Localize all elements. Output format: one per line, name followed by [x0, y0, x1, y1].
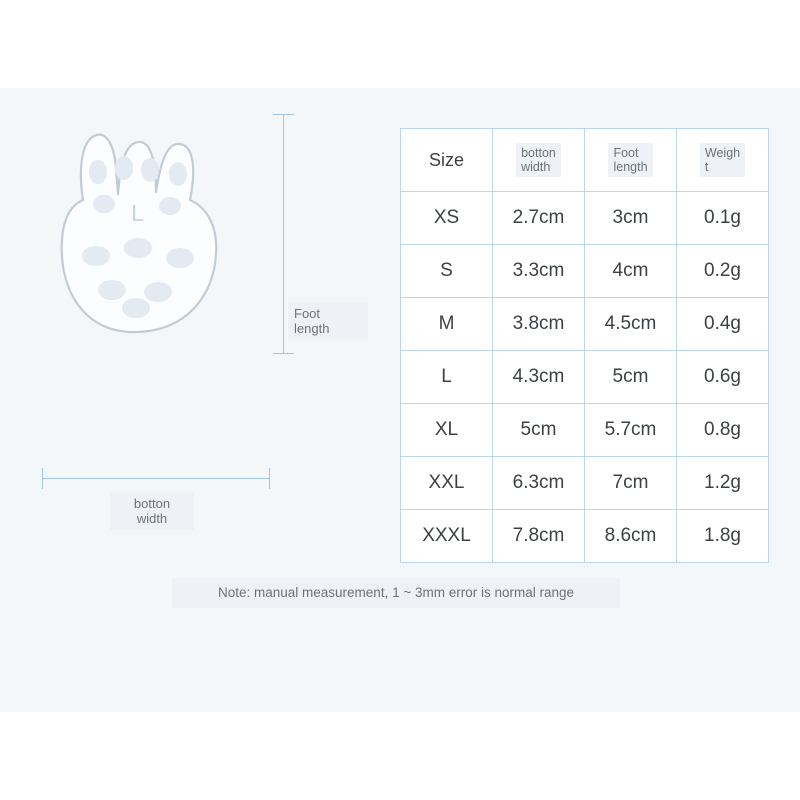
cell-weight: 0.6g [677, 351, 769, 404]
header-weight-line1: Weigh [704, 146, 741, 160]
cell-foot-length: 4.5cm [585, 298, 677, 351]
cell-size: XXL [401, 457, 493, 510]
cell-weight: 0.8g [677, 404, 769, 457]
bottom-width-dimension-line [42, 468, 270, 488]
size-table [400, 128, 769, 563]
cell-weight: 1.2g [677, 457, 769, 510]
header-bottom-width-label [516, 143, 561, 177]
table-row [401, 510, 769, 563]
cell-size: XL [401, 404, 493, 457]
bottom-width-label [110, 492, 194, 530]
header-bottom-width-line1: botton [521, 146, 556, 160]
cell-foot-length: 5.7cm [585, 404, 677, 457]
dimension-cap-bottom [273, 353, 294, 354]
header-size-label: Size [428, 149, 464, 170]
cell-weight: 0.4g [677, 298, 769, 351]
table-row [401, 457, 769, 510]
header-foot-length-label [608, 143, 652, 177]
measurement-note: Note: manual measurement, 1 ~ 3mm error is normal range [172, 578, 620, 608]
bottom-width-label-line1: botton [133, 496, 171, 511]
cell-foot-length: 4cm [585, 245, 677, 298]
cell-foot-length: 7cm [585, 457, 677, 510]
cell-size: M [401, 298, 493, 351]
dimension-cap-right [269, 468, 270, 489]
header-weight-label [700, 143, 745, 177]
table-row [401, 351, 769, 404]
cell-bottom-width: 7.8cm [493, 510, 585, 563]
header-foot-length [585, 129, 677, 192]
cell-size: L [401, 351, 493, 404]
header-bottom-width [493, 129, 585, 192]
table-row [401, 298, 769, 351]
cell-weight: 0.1g [677, 192, 769, 245]
cell-bottom-width: 4.3cm [493, 351, 585, 404]
cell-foot-length: 8.6cm [585, 510, 677, 563]
header-foot-length-line1: Foot [613, 146, 639, 160]
cell-foot-length: 3cm [585, 192, 677, 245]
cell-foot-length: 5cm [585, 351, 677, 404]
paw-illustration [20, 100, 330, 526]
dimension-line-horizontal [42, 478, 270, 479]
cell-size: S [401, 245, 493, 298]
cell-bottom-width: 2.7cm [493, 192, 585, 245]
cell-weight: 1.8g [677, 510, 769, 563]
table-body [401, 192, 769, 563]
cell-bottom-width: 3.3cm [493, 245, 585, 298]
header-foot-length-line2: length [613, 160, 648, 174]
bottom-width-label-line2: width [136, 511, 168, 526]
dimension-line-vertical [283, 114, 284, 354]
header-weight-line2: t [704, 160, 709, 174]
paw-size-letter: L [131, 200, 145, 226]
cell-size: XXXL [401, 510, 493, 563]
paw-outline-icon [38, 108, 238, 368]
cell-size: XS [401, 192, 493, 245]
header-bottom-width-line2: width [521, 160, 551, 174]
table-row [401, 245, 769, 298]
table-header-row [401, 129, 769, 192]
header-weight [677, 129, 769, 192]
foot-length-label-line1: Foot [294, 306, 321, 321]
header-size [401, 129, 493, 192]
foot-length-label-line2: length [294, 321, 330, 336]
table-row [401, 404, 769, 457]
paw-shape [38, 108, 238, 368]
cell-bottom-width: 6.3cm [493, 457, 585, 510]
cell-bottom-width: 5cm [493, 404, 585, 457]
cell-bottom-width: 3.8cm [493, 298, 585, 351]
foot-length-label [288, 302, 368, 340]
cell-weight: 0.2g [677, 245, 769, 298]
table-row [401, 192, 769, 245]
